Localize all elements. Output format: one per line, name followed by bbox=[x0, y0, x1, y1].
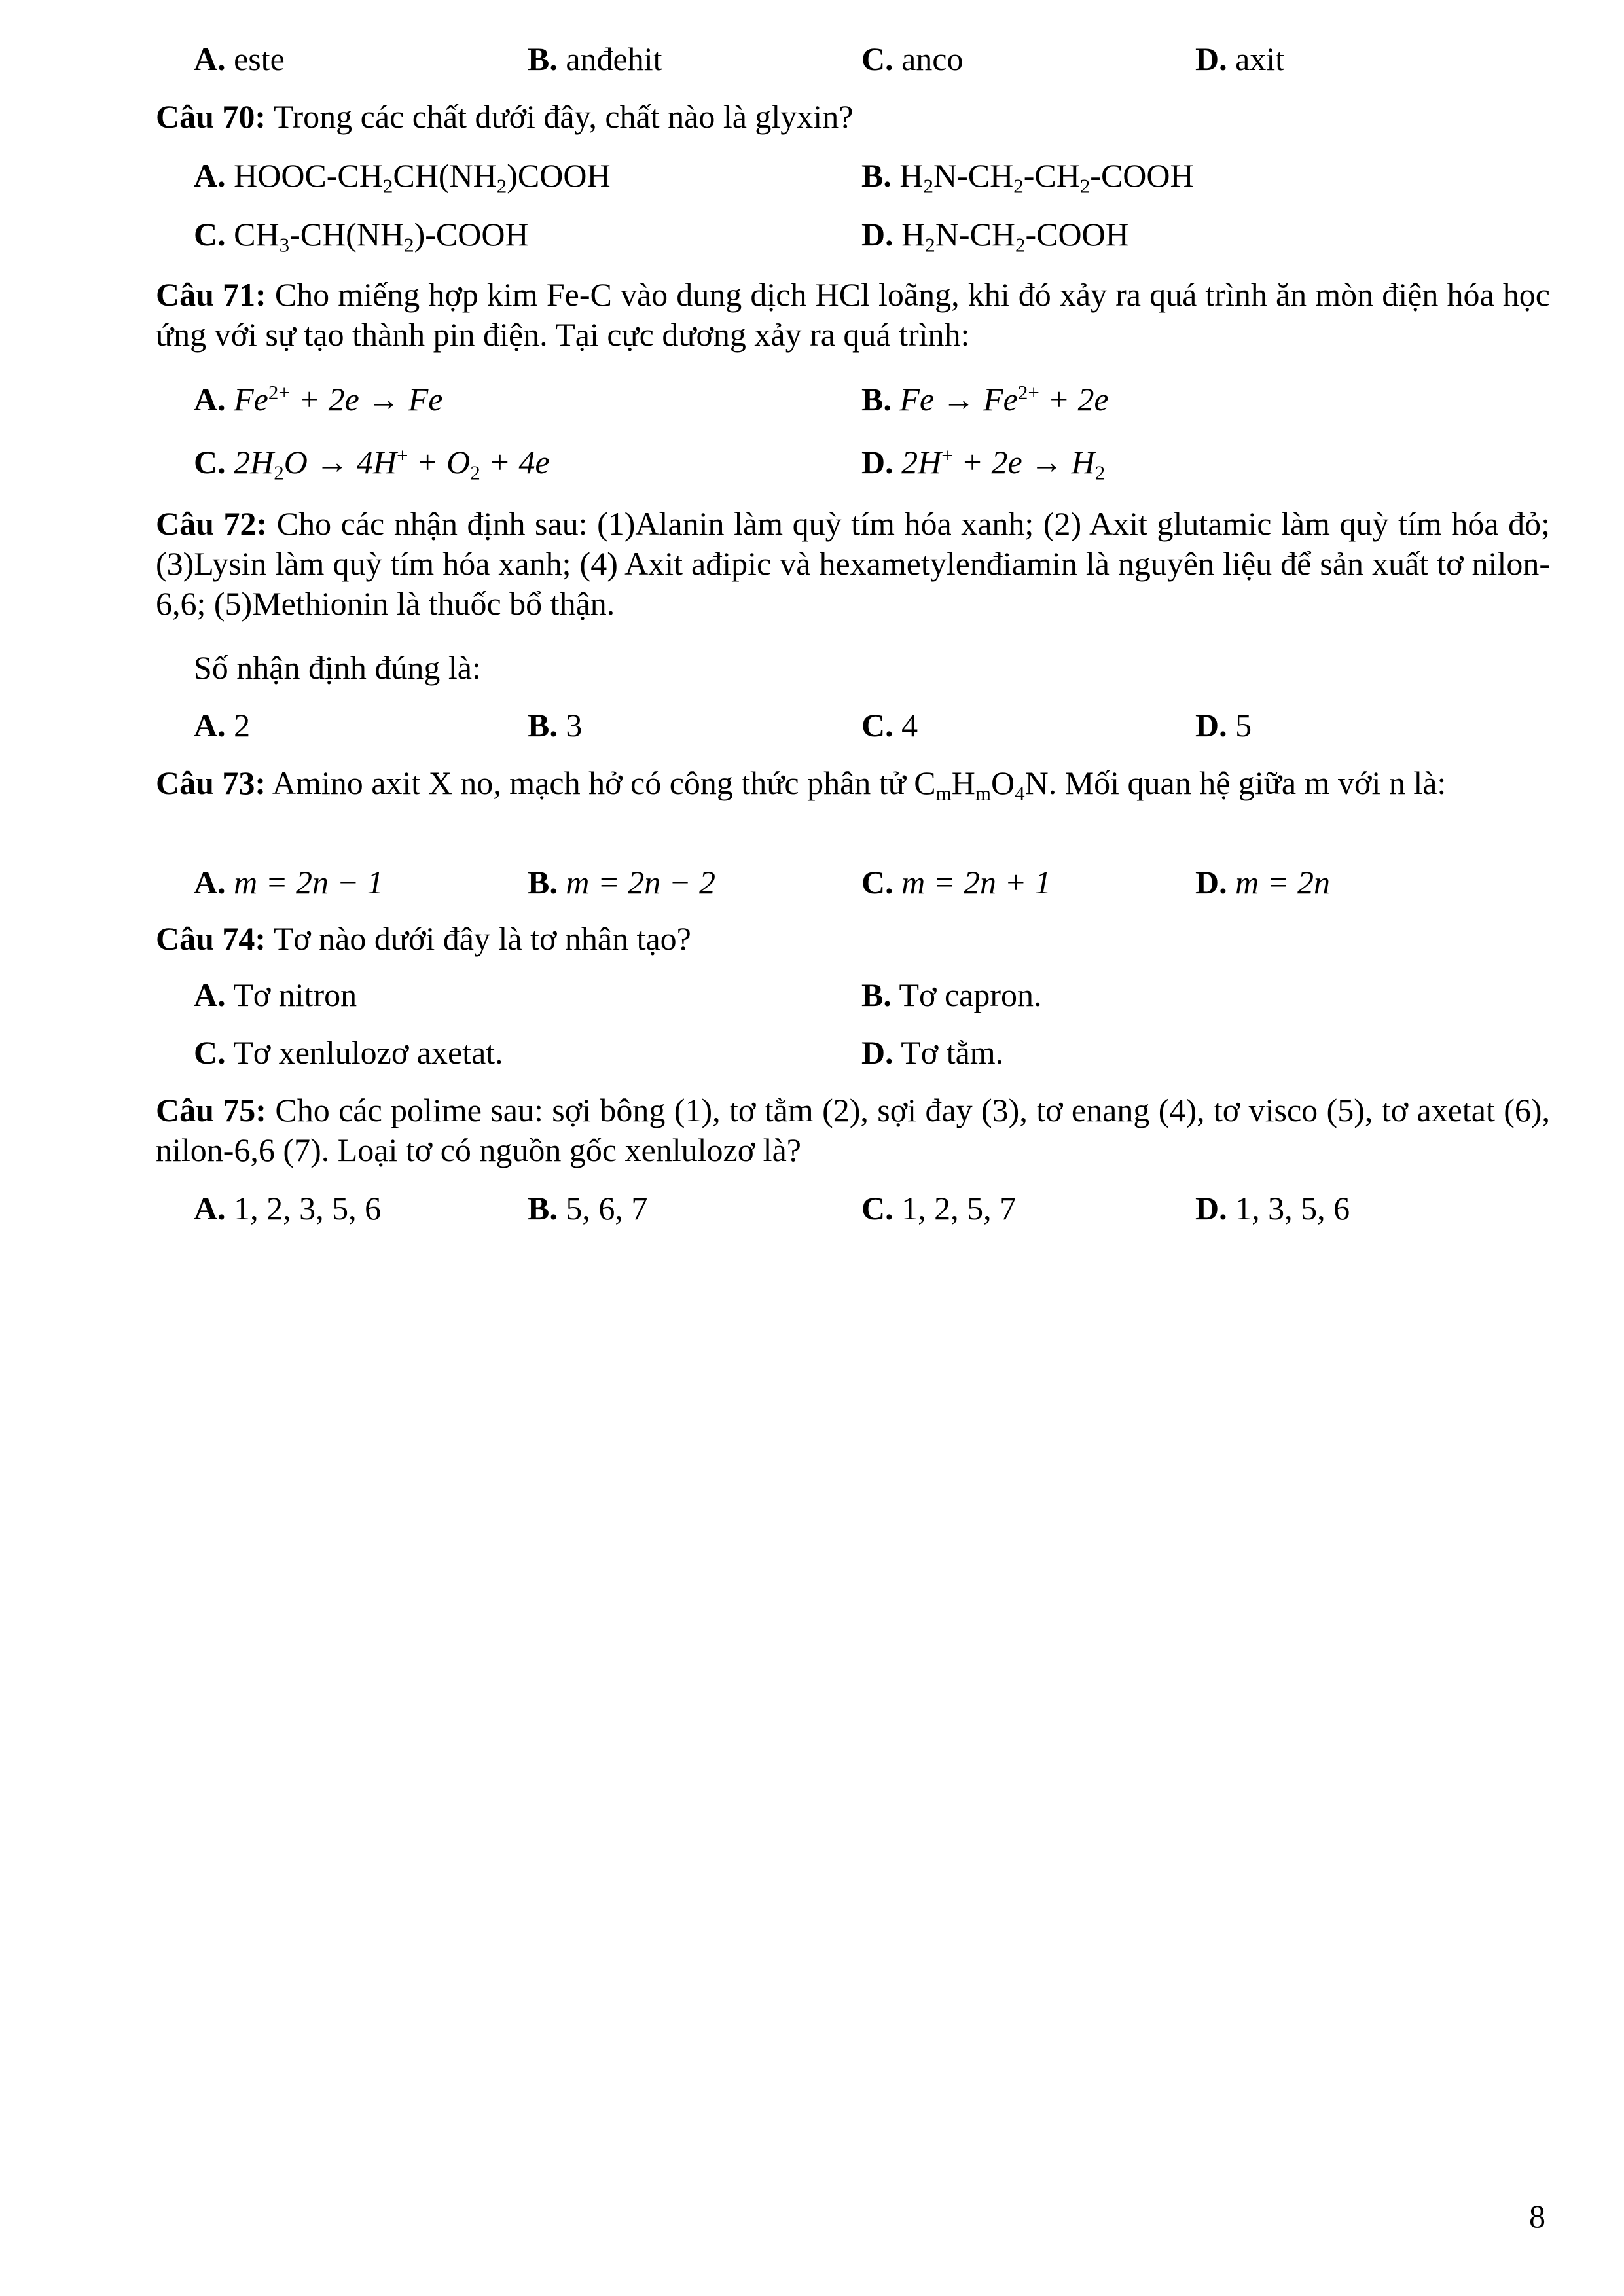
equation: $Fe \to Fe^{2+} + 2e$ bbox=[899, 380, 1109, 418]
option-key: D. bbox=[861, 444, 893, 480]
q73-option-d bbox=[1195, 863, 1330, 902]
q73-option-c bbox=[861, 863, 1051, 902]
formula: HOOC-$CH_2CH(NH_2)COOH$ bbox=[234, 157, 611, 198]
option-key: B. bbox=[528, 707, 558, 744]
q72-sub-question: Số nhận định đúng là: bbox=[194, 649, 481, 686]
option-key: A. bbox=[194, 1190, 226, 1227]
option-key: C. bbox=[861, 707, 893, 744]
option-key: A. bbox=[194, 707, 226, 744]
option-key: A. bbox=[194, 381, 226, 418]
q71-option-b bbox=[861, 380, 1109, 419]
option-key: C. bbox=[194, 216, 226, 253]
q72-option-c bbox=[861, 706, 918, 745]
question-text: Amino axit X no, mạch hở có công thức phân tử $C_mH_mO_4N$. Mối quan hệ giữa m với n là: bbox=[272, 764, 1447, 805]
q73-option-a bbox=[194, 863, 384, 902]
option-text: 3 bbox=[566, 707, 583, 744]
option-text: 2 bbox=[234, 707, 251, 744]
q74-option-b bbox=[861, 975, 1042, 1014]
question-text: Tơ nào dưới đây là tơ nhân tạo? bbox=[273, 920, 691, 957]
formula: $H_2N-CH_2$-COOH bbox=[901, 216, 1129, 257]
q71-option-c bbox=[194, 442, 550, 482]
equation: $2H_2O \to 4H^+ + O_2 + 4e$ bbox=[234, 443, 550, 484]
option-key: C. bbox=[861, 41, 893, 77]
equation: m = 2n + 1 bbox=[901, 864, 1051, 901]
option-text: anco bbox=[901, 41, 964, 77]
option-key: D. bbox=[861, 216, 893, 253]
q69-option-c bbox=[861, 39, 964, 79]
page-number: 8 bbox=[1529, 2198, 1545, 2234]
option-key: D. bbox=[1195, 864, 1227, 901]
equation: $Fe^{2+} + 2e \to Fe$ bbox=[234, 380, 443, 418]
equation: m = 2n − 1 bbox=[234, 864, 384, 901]
q73-stem bbox=[156, 763, 1550, 803]
question-label: Câu 72: bbox=[156, 505, 268, 542]
q75-option-c bbox=[861, 1189, 1016, 1228]
q70-stem bbox=[156, 97, 1550, 137]
q72-option-d bbox=[1195, 706, 1252, 745]
q69-option-d bbox=[1195, 39, 1284, 79]
question-text: Cho các nhận định sau: (1)Alanin làm quỳ tím hóa xanh; (2) Axit glutamic làm quỳ tím hóa đỏ; (3)Lysin làm quỳ tím hóa xanh; (4) Axit ađipic và hexametylenđiamin là nguyên liệu để sản xuất tơ nilon-6,6; (5)Methionin là thuốc bổ thận. bbox=[156, 505, 1550, 622]
option-text: Tơ capron. bbox=[899, 977, 1042, 1013]
option-key: B. bbox=[861, 157, 892, 194]
option-key: B. bbox=[861, 381, 892, 418]
option-key: A. bbox=[194, 41, 226, 77]
q70-option-d bbox=[861, 215, 1129, 257]
equation: $2H^+ + 2e \to H_2$ bbox=[901, 443, 1106, 484]
option-key: B. bbox=[528, 41, 558, 77]
q74-option-d bbox=[861, 1033, 1003, 1072]
q70-option-a bbox=[194, 156, 611, 198]
q74-stem bbox=[156, 919, 1550, 959]
q70-option-b bbox=[861, 156, 1194, 198]
q72-stem bbox=[156, 504, 1550, 624]
q72-option-a bbox=[194, 706, 250, 745]
question-text: Cho miếng hợp kim Fe-C vào dung dịch HCl loãng, khi đó xảy ra quá trình ăn mòn điện hóa học ứng với sự tạo thành pin điện. Tại cực dương xảy ra quá trình: bbox=[156, 276, 1550, 353]
option-text: axit bbox=[1235, 41, 1285, 77]
q75-option-b bbox=[528, 1189, 647, 1228]
question-label: Câu 70: bbox=[156, 98, 266, 135]
q69-option-b bbox=[528, 39, 662, 79]
option-text: anđehit bbox=[566, 41, 662, 77]
q70-option-c bbox=[194, 215, 529, 257]
option-key: A. bbox=[194, 977, 226, 1013]
q74-option-a bbox=[194, 975, 357, 1014]
q75-option-d bbox=[1195, 1189, 1350, 1228]
q71-option-d bbox=[861, 442, 1105, 482]
formula: $CH_3-CH(NH_2)$-COOH bbox=[234, 216, 529, 257]
option-key: B. bbox=[861, 977, 892, 1013]
option-key: A. bbox=[194, 157, 226, 194]
q72-option-b bbox=[528, 706, 582, 745]
option-key: C. bbox=[194, 1034, 226, 1071]
option-key: C. bbox=[194, 444, 226, 480]
option-text: 1, 2, 5, 7 bbox=[901, 1190, 1017, 1227]
option-key: D. bbox=[1195, 41, 1227, 77]
question-label: Câu 74: bbox=[156, 920, 266, 957]
q69-option-a bbox=[194, 39, 285, 79]
q75-stem bbox=[156, 1090, 1550, 1170]
formula: $H_2N-CH_2-CH_2$-COOH bbox=[899, 157, 1194, 198]
option-text: 1, 3, 5, 6 bbox=[1235, 1190, 1350, 1227]
option-text: 5, 6, 7 bbox=[566, 1190, 648, 1227]
question-text: Cho các polime sau: sợi bông (1), tơ tằm (2), sợi đay (3), tơ enang (4), tơ visco (5), tơ axetat (6), nilon-6,6 (7). Loại tơ có nguồn gốc xenlulozơ là? bbox=[156, 1092, 1550, 1168]
equation: m = 2n bbox=[1235, 864, 1330, 901]
option-text: Tơ nitron bbox=[233, 977, 357, 1013]
q71-stem bbox=[156, 275, 1550, 355]
option-key: D. bbox=[1195, 707, 1227, 744]
question-label: Câu 73: bbox=[156, 764, 266, 801]
option-text: 4 bbox=[901, 707, 918, 744]
option-key: A. bbox=[194, 864, 226, 901]
option-text: 5 bbox=[1235, 707, 1252, 744]
equation: m = 2n − 2 bbox=[566, 864, 715, 901]
q71-option-a bbox=[194, 380, 443, 419]
question-label: Câu 71: bbox=[156, 276, 266, 313]
q73-option-b bbox=[528, 863, 715, 902]
option-key: B. bbox=[528, 864, 558, 901]
question-label: Câu 75: bbox=[156, 1092, 266, 1128]
option-text: 1, 2, 3, 5, 6 bbox=[234, 1190, 382, 1227]
option-text: Tơ tằm. bbox=[901, 1034, 1004, 1071]
option-text: Tơ xenlulozơ axetat. bbox=[233, 1034, 503, 1071]
option-key: B. bbox=[528, 1190, 558, 1227]
option-text: este bbox=[234, 41, 285, 77]
question-text: Trong các chất dưới đây, chất nào là glyxin? bbox=[273, 98, 854, 135]
option-key: C. bbox=[861, 864, 893, 901]
q74-option-c bbox=[194, 1033, 503, 1072]
option-key: C. bbox=[861, 1190, 893, 1227]
option-key: D. bbox=[1195, 1190, 1227, 1227]
q75-option-a bbox=[194, 1189, 381, 1228]
option-key: D. bbox=[861, 1034, 893, 1071]
